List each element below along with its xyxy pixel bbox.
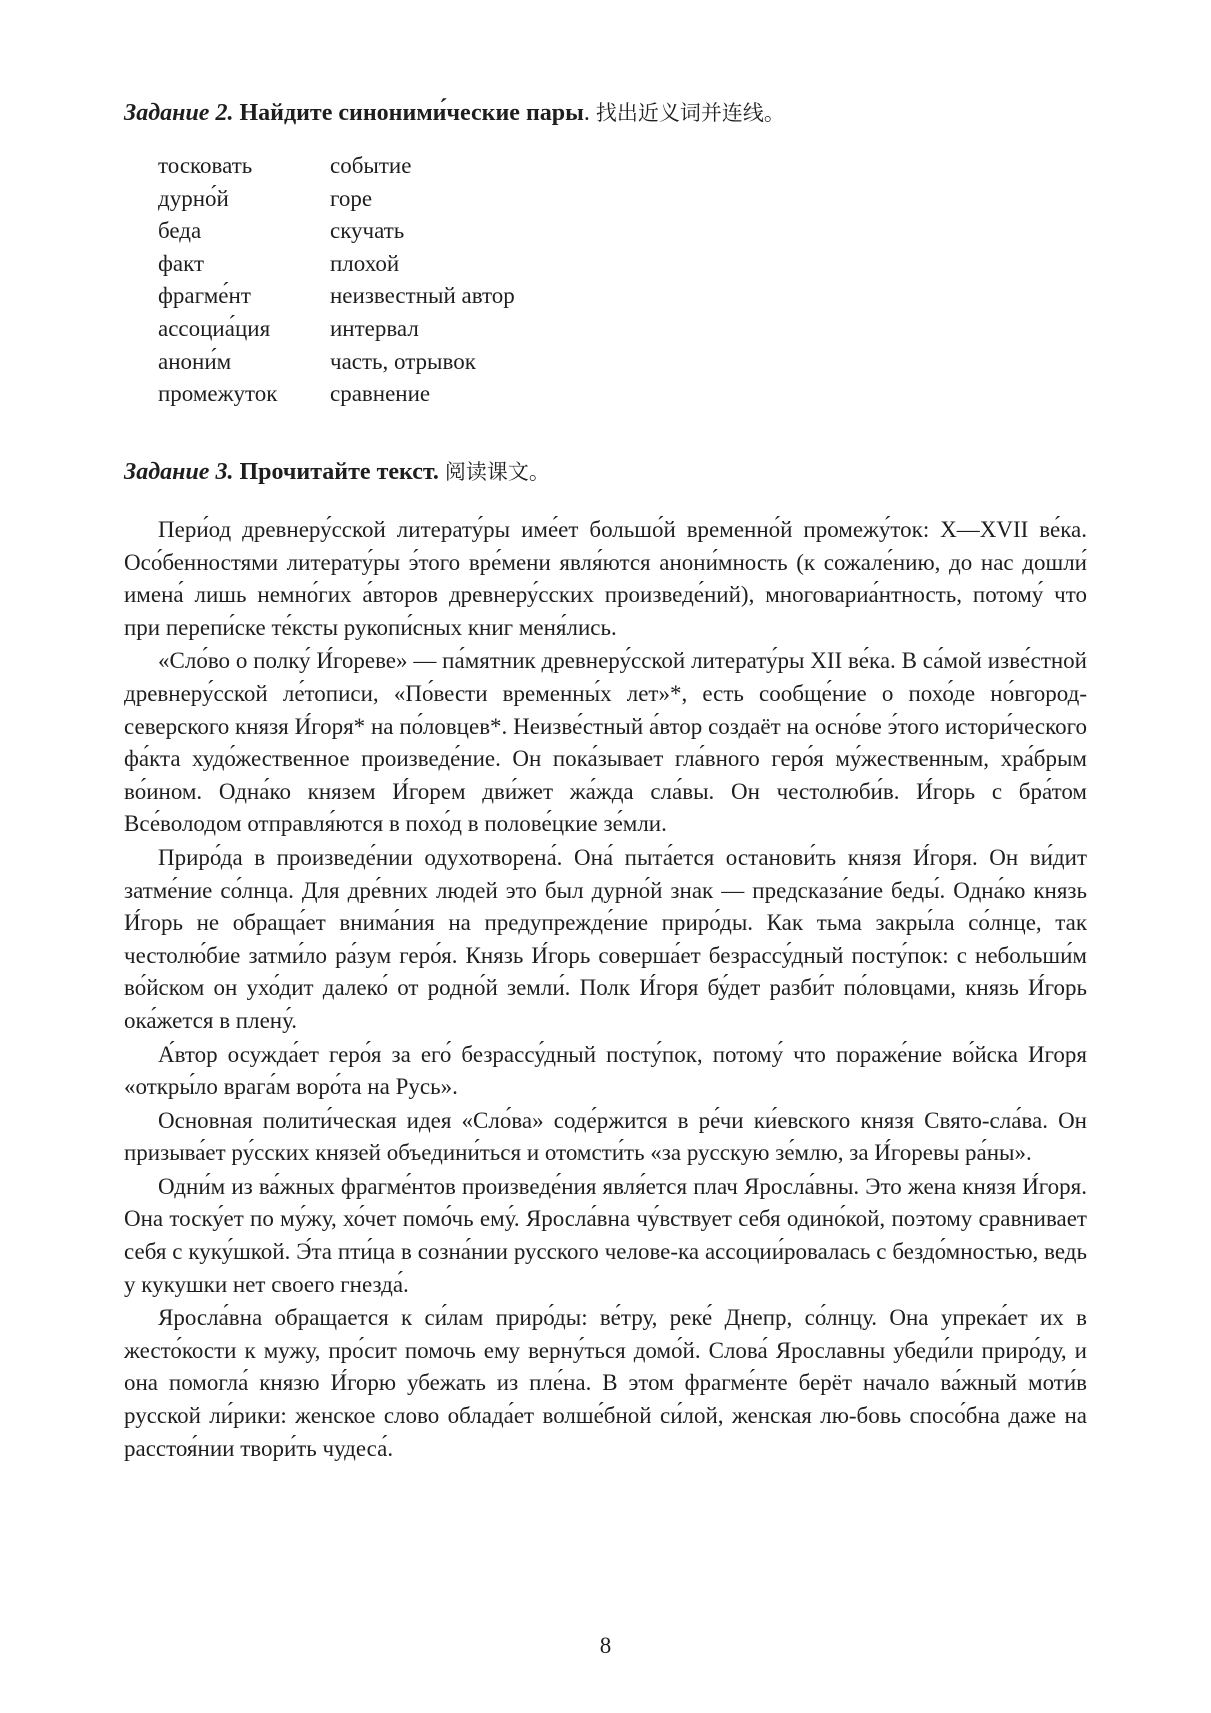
text-paragraph: Основная полити́ческая идея «Сло́ва» соде́ржится в ре́чи ки́евского князя Свято-сла́ва. Он призыва́ет ру́сских князей объедини́ться и отомсти́ть «за русскую зе́млю, за И́горевы ра́ны». — [124, 1107, 1087, 1166]
synonym-pairs-list — [158, 150, 515, 411]
pair-right-word: часть, отрывок — [330, 348, 476, 374]
task2-label: Задание 2. — [124, 100, 234, 126]
synonym-pair — [158, 378, 515, 411]
task3-instruction-cn: 阅读课文。 — [444, 460, 550, 484]
pair-right-word: скучать — [330, 218, 405, 244]
pair-left-word: дурно́й — [158, 185, 229, 211]
reading-text — [124, 514, 1087, 1466]
task3-label: Задание 3. — [124, 459, 234, 485]
task3-title: Прочитайте текст. — [239, 459, 439, 485]
synonym-pair — [158, 248, 515, 281]
task3-heading — [124, 457, 550, 487]
synonym-pair — [158, 280, 515, 313]
task2-title: Найдите синоними́ческие пары — [239, 100, 584, 126]
pair-right-word: неизвестный автор — [330, 283, 515, 309]
text-paragraph: А́втор осужда́ет геро́я за его́ безрассу́дный посту́пок, потому́ что пораже́ние во́йска Игоря «откры́ло врага́м воро́та на Русь». — [124, 1041, 1087, 1100]
pair-left-word: ассоциа́ция — [158, 315, 271, 341]
text-paragraph: «Сло́во о полку́ И́гореве» — па́мятник древнеру́сской литерату́ры XII ве́ка. В са́мой изве́стной древнеру́сской ле́тописи, «По́вести временны́х лет»*, есть сообще́ние о похо́де но́вгород-северского князя И́горя* на по́ловцев*. Неизве́стный а́втор создаёт на осно́ве э́того истори́ческого фа́кта худо́жественное произведе́ние. Он пока́зывает гла́вного геро́я му́жественным, хра́брым во́ином. Одна́ко князем И́горем дви́жет жа́жда сла́вы. Он честолюби́в. И́горь с бра́том Все́володом отправля́ются в похо́д в полове́цкие зе́мли. — [124, 648, 1087, 837]
text-paragraph: Яросла́вна обращается к си́лам приро́ды: ве́тру, реке́ Днепр, со́лнцу. Она упрека́ет их в жесто́кости к мужу, про́сит помочь ему верну́ться домо́й. Слова́ Ярославны убеди́ли приро́ду, и она помогла́ князю И́горю убежать из пле́на. В этом фрагме́нте берёт начало ва́жный моти́в русской ли́рики: женское слово облада́ет волше́бной си́лой, женская лю-бовь спосо́бна даже на расстоя́нии твори́ть чудеса́. — [124, 1305, 1087, 1461]
pair-left-word: промежуток — [158, 381, 278, 407]
pair-right-word: событие — [330, 153, 412, 178]
pair-right-word: сравнение — [330, 381, 431, 407]
synonym-pair — [158, 183, 515, 216]
pair-right-word: плохой — [330, 250, 400, 276]
pair-left-word: беда — [158, 218, 202, 244]
text-paragraph: Пери́од древнеру́сской литерату́ры име́ет большо́й временно́й промежу́ток: X—XVII ве́ка. Осо́бенностями литерату́ры э́того вре́мени явля́ются анони́мность (к сожале́нию, до нас дошли́ имена́ лишь немно́гих а́второв древнеру́сских произведе́ний), многовариа́нтность, потому́ что при перепи́ске те́ксты рукопи́сных книг меня́лись. — [124, 517, 1087, 640]
page-number: 8 — [599, 1633, 612, 1658]
text-paragraph: Приро́да в произведе́нии одухотворена́. Она́ пыта́ется останови́ть князя И́горя. Он ви́дит затме́ние со́лнца. Для дре́вних людей это был дурно́й знак — предсказа́ние беды́. Одна́ко князь И́горь не обраща́ет внима́ния на предупрежде́ние приро́ды. Как тьма закры́ла со́лнце, так честолю́бие затми́ло ра́зум геро́я. Князь И́горь соверша́ет безрассу́дный посту́пок: с небольши́м во́йском он ухо́дит далеко́ от родно́й земли́. Полк И́горя бу́дет разби́т по́ловцами, князь И́горь ока́жется в плену́. — [124, 844, 1087, 1033]
pair-left-word: тосковать — [158, 153, 253, 178]
pair-left-word: анони́м — [158, 348, 232, 374]
synonym-pair — [158, 215, 515, 248]
pair-left-word: фрагме́нт — [158, 283, 251, 309]
pair-right-word: интервал — [330, 315, 419, 341]
synonym-pair — [158, 313, 515, 346]
text-paragraph: Одни́м из ва́жных фрагме́нтов произведе́ния явля́ется плач Яросла́вны. Это жена князя И́горя. Она тоску́ет по му́жу, хо́чет помо́чь ему́. Яросла́вна чу́вствует себя одино́кой, поэтому сравнивает себя с куку́шкой. Э́та пти́ца в созна́нии русского челове-ка ассоции́ровалась с бездо́мностью, ведь у кукушки нет своего гнезда́. — [124, 1173, 1087, 1297]
pair-right-word: горе — [330, 185, 373, 211]
task2-heading: Задание 2. Найдите синоними́ческие пары. 找出近义词并连线。 — [124, 100, 785, 126]
pair-left-word: факт — [158, 250, 205, 276]
synonym-pair — [158, 346, 515, 379]
task2-instruction-cn: 找出近义词并连线。 — [595, 101, 785, 125]
synonym-pair — [158, 150, 515, 183]
